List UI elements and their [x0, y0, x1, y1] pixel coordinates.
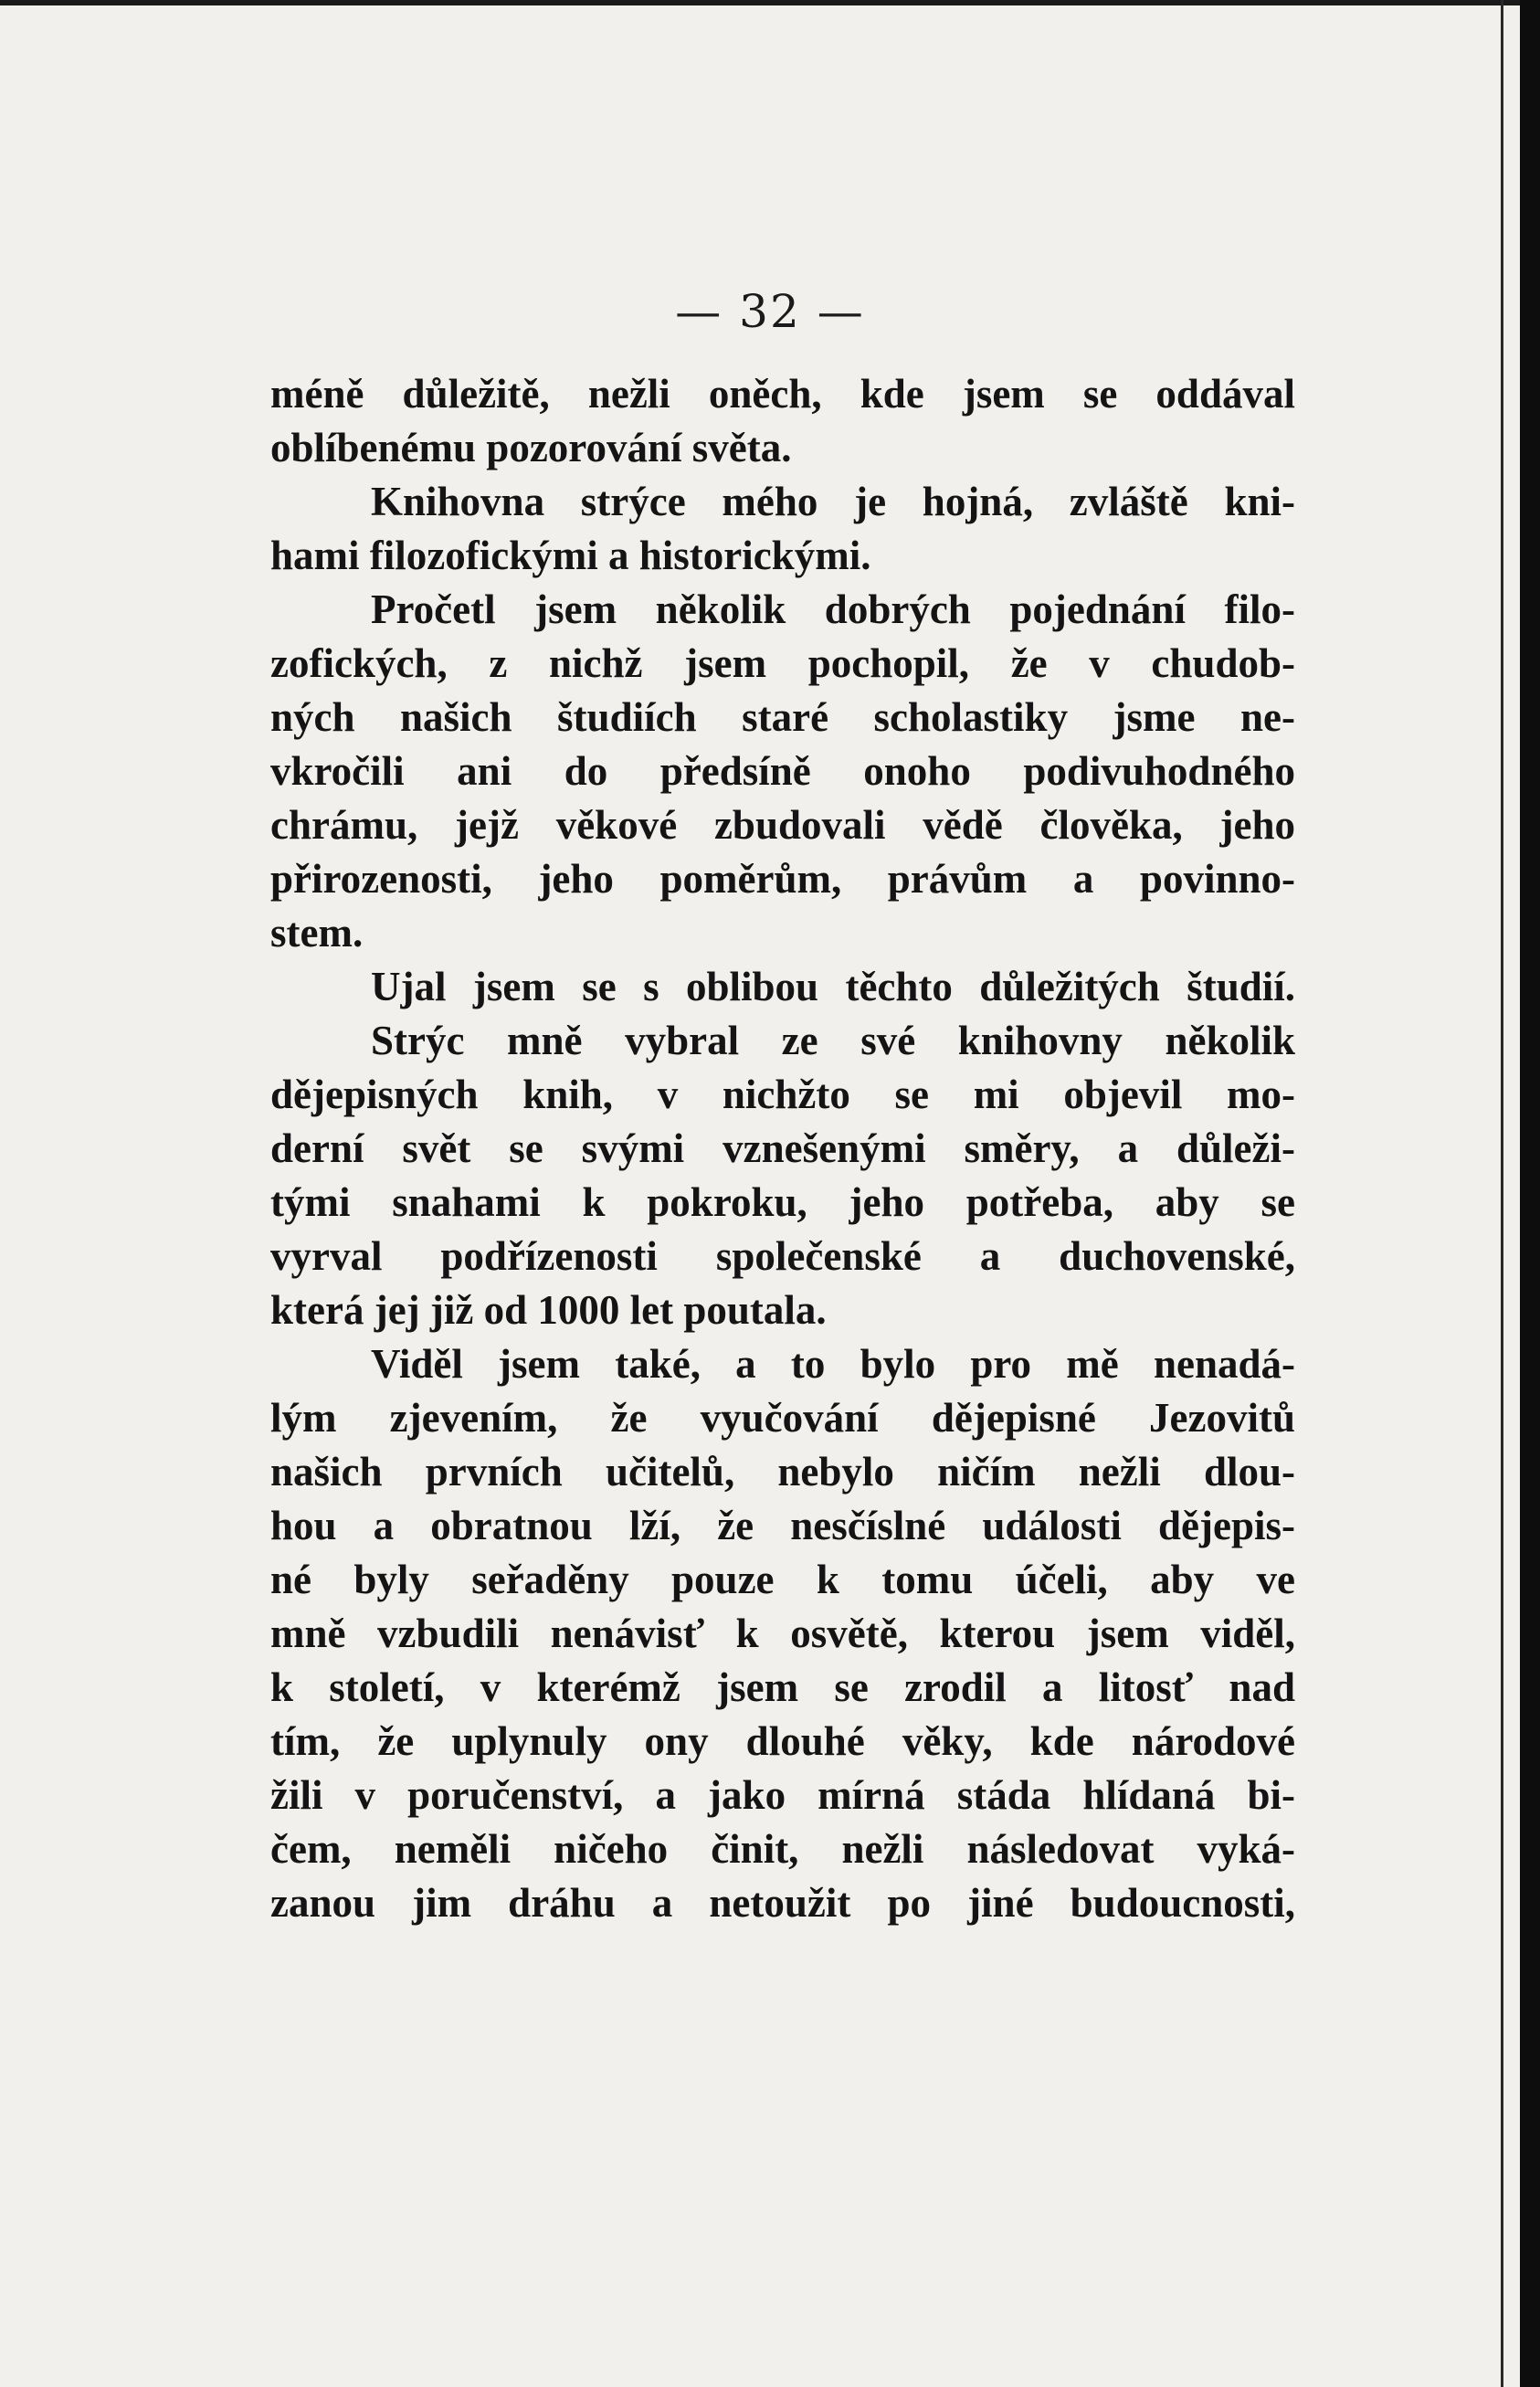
- text-line: tými snahami k pokroku, jeho potřeba, aby se: [270, 1179, 1295, 1225]
- text-line: zofických, z nichž jsem pochopil, že v chudob-: [270, 640, 1295, 686]
- text-line: né byly seřaděny pouze k tomu účeli, aby ve: [270, 1557, 1295, 1602]
- text-line: našich prvních učitelů, nebylo ničím nežli dlou-: [270, 1449, 1295, 1495]
- text-line: čem, neměli ničeho činit, nežli následovat vyká-: [270, 1826, 1295, 1872]
- text-line: lým zjevením, že vyučování dějepisné Jezovitů: [270, 1395, 1295, 1441]
- text-line: derní svět se svými vznešenými směry, a důleži-: [270, 1125, 1295, 1171]
- text-line: zanou jim dráhu a netoužit po jiné budoucnosti,: [270, 1880, 1295, 1926]
- scan-edge-right: [1520, 0, 1540, 2387]
- text-line: chrámu, jejž věkové zbudovali vědě člověka, jeho: [270, 802, 1295, 848]
- text-line: dějepisných knih, v nichžto se mi objevil mo-: [270, 1072, 1295, 1117]
- text-line: stem.: [270, 910, 364, 956]
- scan-edge-line: [1501, 0, 1503, 2387]
- text-line: která jej již od 1000 let poutala.: [270, 1287, 827, 1333]
- scan-edge-top: [0, 0, 1540, 5]
- body-text: [270, 367, 1295, 1930]
- text-line: oblíbenému pozorování světa.: [270, 425, 792, 470]
- text-line: Strýc mně vybral ze své knihovny několik: [371, 1018, 1295, 1063]
- text-line: mně vzbudili nenávisť k osvětě, kterou jsem viděl,: [270, 1611, 1295, 1656]
- text-line: hou a obratnou lží, že nesčíslné události dějepis-: [270, 1503, 1295, 1548]
- text-line: žili v poručenství, a jako mírná stáda hlídaná bi-: [270, 1772, 1295, 1818]
- text-line: hami filozofickými a historickými.: [270, 533, 871, 578]
- text-line: vyrval podřízenosti společenské a duchovenské,: [270, 1233, 1295, 1279]
- text-line: Pročetl jsem několik dobrých pojednání filo-: [371, 586, 1295, 632]
- text-line: ných našich študiích staré scholastiky jsme ne-: [270, 694, 1295, 740]
- text-line: méně důležitě, nežli oněch, kde jsem se oddával: [270, 371, 1295, 417]
- text-line: Knihovna strýce mého je hojná, zvláště kni-: [371, 479, 1295, 524]
- text-line: Ujal jsem se s oblibou těchto důležitých študií.: [371, 964, 1295, 1009]
- text-line: vkročili ani do předsíně onoho podivuhodného: [270, 748, 1295, 794]
- text-line: Viděl jsem také, a to bylo pro mě nenadá-: [371, 1341, 1295, 1387]
- text-line: k století, v kterémž jsem se zrodil a litosť nad: [270, 1664, 1295, 1710]
- text-line: přirozenosti, jeho poměrům, právům a povinno-: [270, 856, 1295, 902]
- text-line: tím, že uplynuly ony dlouhé věky, kde národové: [270, 1718, 1295, 1764]
- page-number: — 32 —: [675, 285, 865, 338]
